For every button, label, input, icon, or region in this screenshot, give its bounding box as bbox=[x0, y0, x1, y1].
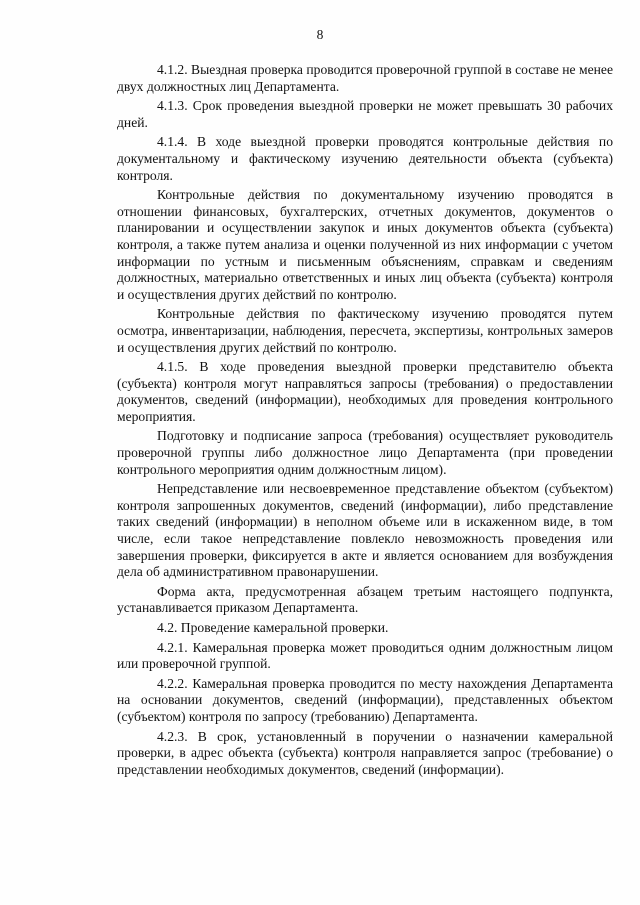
paragraph-4-1-2: 4.1.2. Выездная проверка проводится проверочной группой в составе не менее двух должностных лиц Департамента. bbox=[117, 62, 613, 94]
paragraph-factual-study: Контрольные действия по фактическому изучению проводятся путем осмотра, инвентаризации, наблюдения, пересчета, экспертизы, контрольных замеров и осуществления других действий по контролю. bbox=[117, 306, 613, 355]
page-number: 8 bbox=[316, 27, 324, 42]
paragraph-4-2-3: 4.2.3. В срок, установленный в поручении о назначении камеральной проверки, в адрес объекта (субъекта) контроля направляется запрос (требование) о представлении необходимых документов, сведений (информации). bbox=[117, 728, 613, 777]
paragraph-4-2-1: 4.2.1. Камеральная проверка может проводиться одним должностным лицом или проверочной группой. bbox=[117, 639, 613, 672]
paragraph-4-1-3: 4.1.3. Срок проведения выездной проверки не может превышать 30 рабочих дней. bbox=[117, 98, 613, 130]
paragraph-documentary-study: Контрольные действия по документальному изучению проводятся в отношении финансовых, бухгалтерских, отчетных документов, документов о планировании и осуществлении закупок и иных документов объекта (субъекта) контроля, а также путем анализа и оценки полученной из них информации с учетом информации по устным и письменным объяснениям, справкам и сведениям должностных, материально ответственных и иных лиц объекта (субъекта) контроля и осуществления других действий по контролю. bbox=[117, 187, 613, 302]
paragraph-4-1-4: 4.1.4. В ходе выездной проверки проводятся контрольные действия по документальному и фактическому изучению деятельности объекта (субъекта) контроля. bbox=[117, 134, 613, 183]
paragraph-request-signing: Подготовку и подписание запроса (требования) осуществляет руководитель проверочной группы либо должностное лицо Департамента (при проведении контрольного мероприятия одним должностным лицом). bbox=[117, 428, 613, 477]
paragraph-4-1-5: 4.1.5. В ходе проведения выездной проверки представителю объекта (субъекта) контроля могут направляться запросы (требования) о предоставлении документов, сведений (информации), необходимых для проведения контрольного мероприятия. bbox=[117, 359, 613, 424]
paragraph-4-2: 4.2. Проведение камеральной проверки. bbox=[157, 620, 389, 635]
paragraph-4-2-2: 4.2.2. Камеральная проверка проводится по месту нахождения Департамента на основании документов, сведений (информации), представленных объектом (субъектом) контроля по запросу (требованию) Департамента. bbox=[117, 675, 613, 724]
paragraph-non-submission: Непредставление или несвоевременное представление объектом (субъектом) контроля запрошенных документов, сведений (информации), либо представление таких сведений (информации) в неполном объеме или в искаженном виде, в том числе, если такое непредставление повлекло невозможность проведения или завершения проверки, фиксируется в акте и является основанием для возбуждения дела об административном правонарушении. bbox=[117, 481, 613, 580]
paragraph-act-form: Форма акта, предусмотренная абзацем третьим настоящего подпункта, устанавливается приказом Департамента. bbox=[117, 583, 613, 616]
document-body bbox=[117, 62, 613, 781]
